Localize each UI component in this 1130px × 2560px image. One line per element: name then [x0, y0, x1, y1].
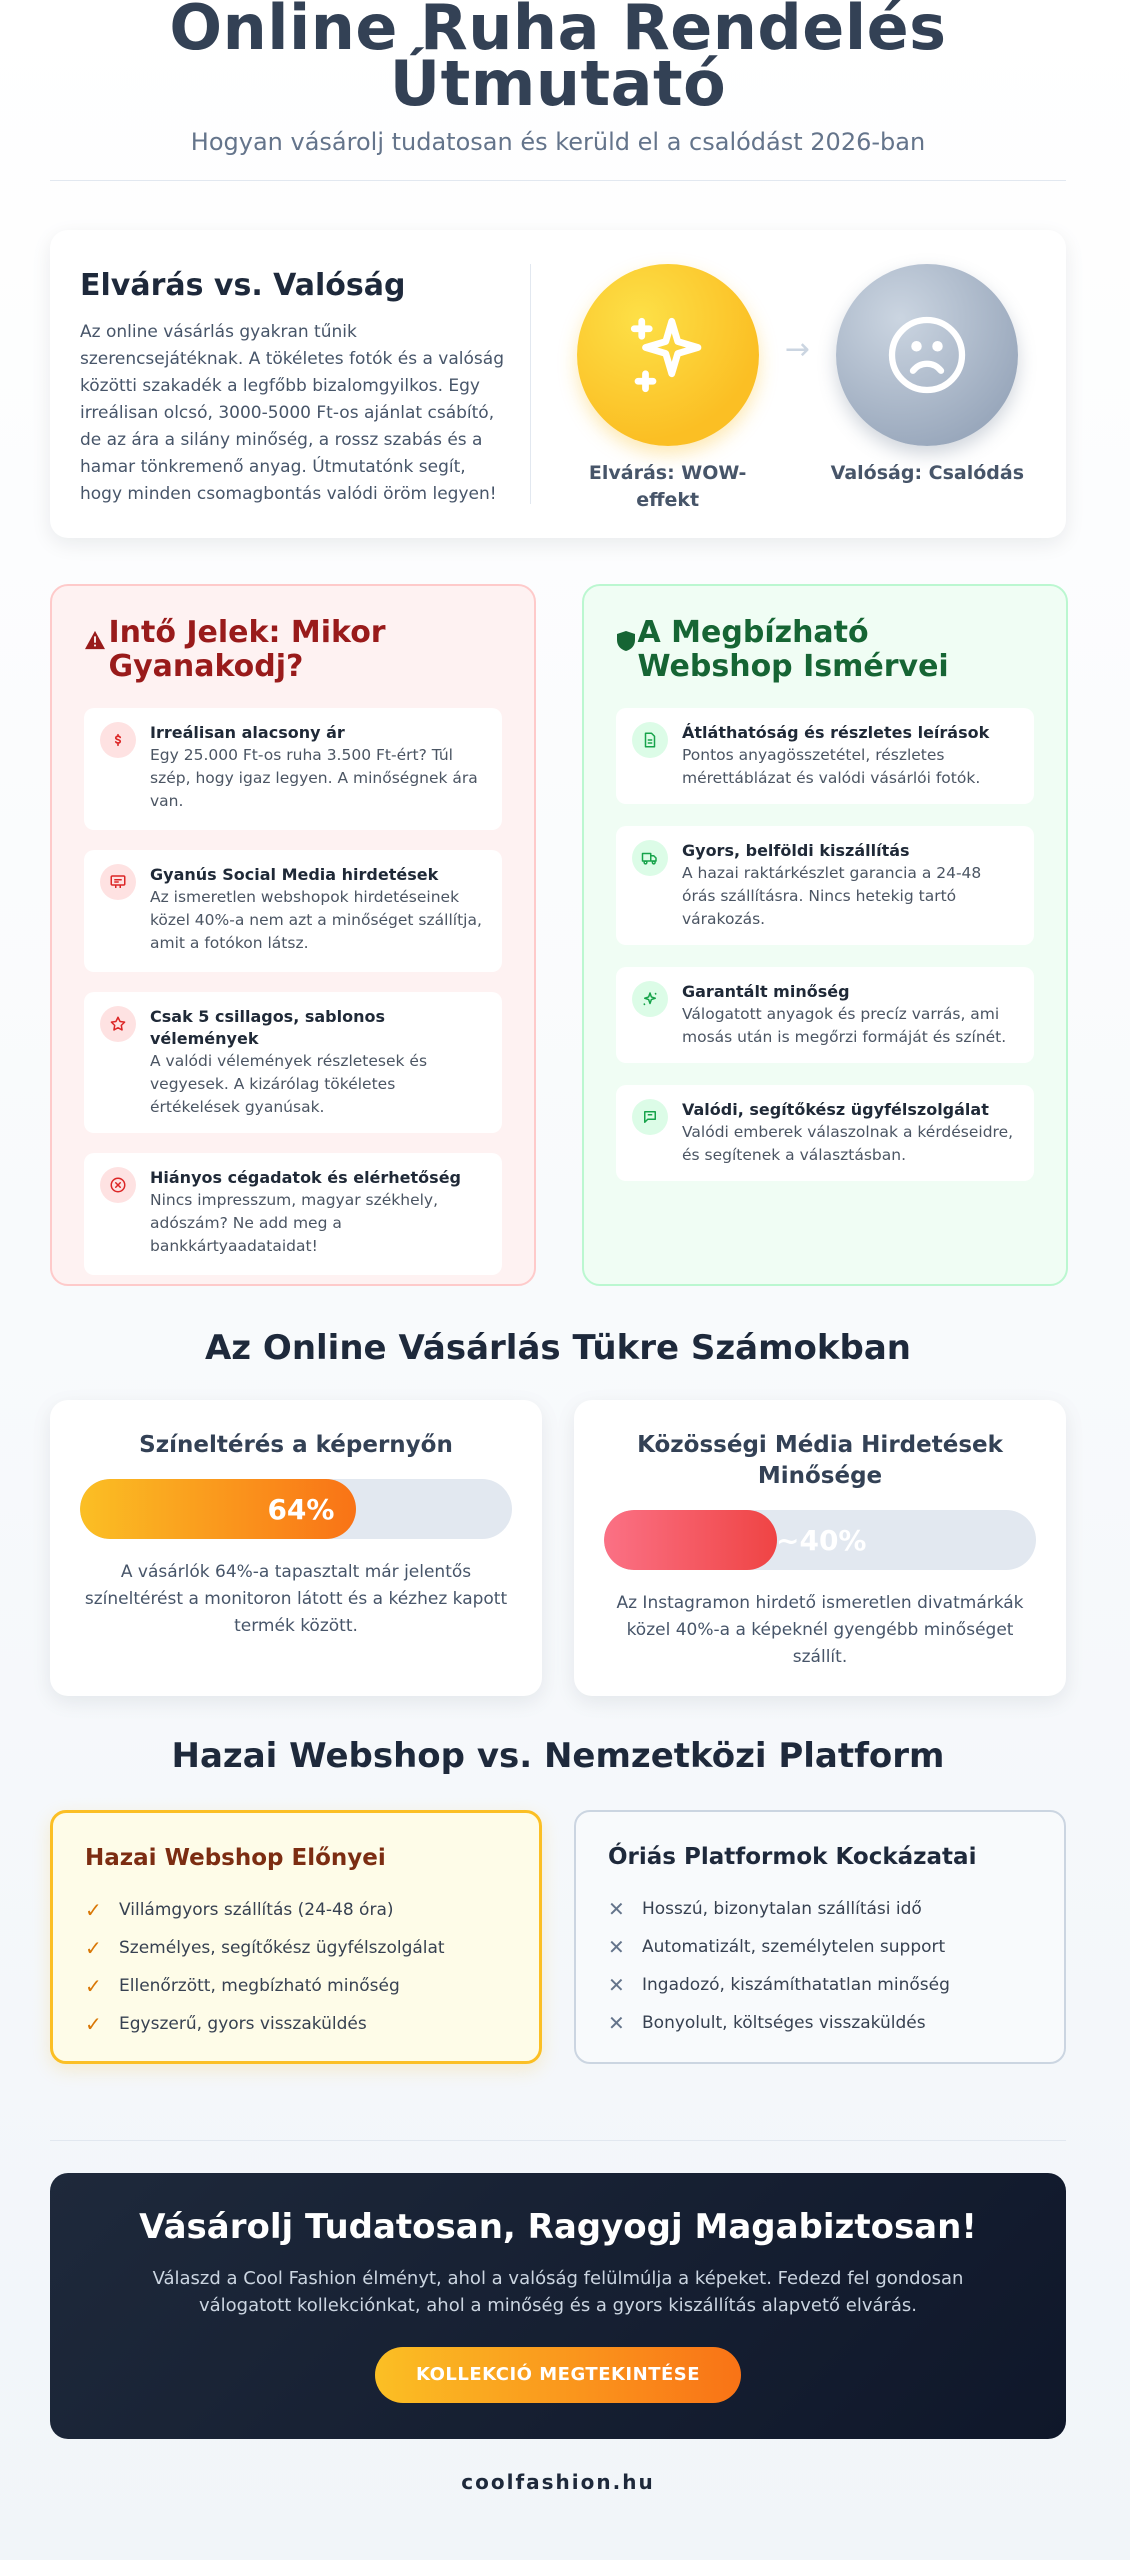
- local-list-item: [85, 1929, 507, 1967]
- cross-icon: ✕: [608, 2011, 625, 2035]
- page-subtitle: Hogyan vásárolj tudatosan és kerüld el a csalódást 2026-ban: [190, 128, 926, 156]
- stat-description: Az Instagramon hirdető ismeretlen divatmárkák közel 40%-a a képeknél gyengébb minőséget szállít.: [616, 1593, 1024, 1667]
- divider: [50, 2140, 1066, 2141]
- stat-title: Színeltérés a képernyőn: [139, 1432, 453, 1458]
- warning-item: [84, 992, 502, 1133]
- trust-item-title: Garantált minőség: [682, 982, 850, 1001]
- check-icon: ✓: [85, 1898, 102, 1922]
- progress-value: ~40%: [776, 1524, 867, 1557]
- check-icon: ✓: [85, 2012, 102, 2036]
- local-list-item: [85, 1967, 507, 2005]
- global-list-text: Ingadozó, kiszámíthatatlan minőség: [642, 1975, 950, 1995]
- sparkle-circle: [577, 264, 759, 446]
- expectation-title: Elvárás vs. Valóság: [80, 268, 406, 303]
- warning-item: [84, 850, 502, 972]
- chat-icon: [632, 1099, 668, 1135]
- sparkle-icon: [632, 981, 668, 1017]
- cta-banner: [50, 2173, 1066, 2439]
- warning-item: [84, 708, 502, 830]
- compare-title: Hazai Webshop vs. Nemzetközi Platform: [171, 1736, 945, 1776]
- warning-title: Intő Jelek: Mikor Gyanakodj?: [108, 615, 386, 684]
- warning-signs-panel: [50, 584, 536, 1286]
- cross-icon: ✕: [608, 1935, 625, 1959]
- trust-item: [616, 708, 1034, 804]
- footer-domain[interactable]: coolfashion.hu: [461, 2470, 655, 2494]
- global-list-item: [608, 1928, 1032, 1966]
- stat-card-color: [50, 1400, 542, 1696]
- warning-item-title: Gyanús Social Media hirdetések: [150, 865, 439, 884]
- global-platform-card: [574, 1810, 1066, 2064]
- global-list-item: [608, 1966, 1032, 2004]
- warning-item-title: Csak 5 csillagos, sablonos vélemények: [150, 1007, 386, 1048]
- stats-title: Az Online Vásárlás Tükre Számokban: [204, 1328, 911, 1368]
- trust-item-title: Valódi, segítőkész ügyfélszolgálat: [682, 1100, 989, 1119]
- trust-item: [616, 826, 1034, 945]
- trust-item: [616, 967, 1034, 1063]
- global-list-text: Automatizált, személytelen support: [642, 1937, 946, 1957]
- warning-item-desc: Az ismeretlen webshopok hirdetéseinek közel 40%-a nem azt a minőséget szállítja, amit a fotókon látsz.: [150, 888, 482, 952]
- trust-item-desc: Válogatott anyagok és precíz varrás, ami mosás után is megőrzi formáját és színét.: [682, 1005, 1007, 1046]
- trust-item-desc: A hazai raktárkészlet garancia a 24-48 órás szállításra. Nincs hetekig tartó várakozás.: [682, 864, 982, 928]
- warning-item-title: Hiányos cégadatok és elérhetőség: [150, 1168, 461, 1187]
- cross-icon: ✕: [608, 1897, 625, 1921]
- cta-text: Válaszd a Cool Fashion élményt, ahol a valóság felülmúlja a képeket. Fedezd fel gondosan válogatott kollekciónkat, ahol a minőség és a gyors kiszállítás alapvető elvárás.: [152, 2268, 964, 2316]
- expectation-card: [50, 230, 1066, 538]
- billboard-icon: [100, 864, 136, 900]
- arrow-right-icon: →: [784, 332, 811, 367]
- view-collection-button[interactable]: KOLLEKCIÓ MEGTEKINTÉSE: [375, 2347, 741, 2403]
- stat-title: Közösségi Média Hirdetések Minősége: [637, 1432, 1003, 1489]
- global-title: Óriás Platformok Kockázatai: [608, 1844, 977, 1870]
- title-line-2: Útmutató: [389, 47, 727, 120]
- local-list-text: Egyszerű, gyors visszaküldés: [119, 2014, 367, 2034]
- local-list-text: Személyes, segítőkész ügyfélszolgálat: [119, 1938, 445, 1958]
- cross-icon: ✕: [608, 1973, 625, 1997]
- progress-fill: [604, 1510, 777, 1570]
- check-icon: ✓: [85, 1936, 102, 1960]
- warning-item-desc: A valódi vélemények részletesek és vegyesek. A kizárólag tökéletes értékelések gyanúsak.: [150, 1052, 428, 1116]
- progress-value: 64%: [267, 1492, 335, 1526]
- local-title: Hazai Webshop Előnyei: [85, 1845, 386, 1871]
- progress-bar: [604, 1510, 1036, 1570]
- warning-item-desc: Egy 25.000 Ft-os ruha 3.500 Ft-ért? Túl szép, hogy igaz legyen. A minőségnek ára van.: [150, 746, 478, 810]
- global-list-item: [608, 1890, 1032, 1928]
- cta-title: Vásárolj Tudatosan, Ragyogj Magabiztosan!: [139, 2207, 977, 2247]
- global-list-text: Bonyolult, költséges visszaküldés: [642, 2013, 926, 2033]
- local-list-text: Ellenőrzött, megbízható minőség: [119, 1976, 400, 1996]
- star-icon: [100, 1006, 136, 1042]
- vertical-divider: [530, 264, 531, 504]
- document-icon: [632, 722, 668, 758]
- trust-item-desc: Pontos anyagösszetétel, részletes mérettáblázat és valódi vásárlói fotók.: [682, 746, 981, 787]
- page-title: [50, 0, 1066, 120]
- divider: [50, 180, 1066, 181]
- warning-item: [84, 1153, 502, 1275]
- local-list-item: [85, 2005, 507, 2043]
- warning-item-title: Irreálisan alacsony ár: [150, 723, 345, 742]
- dollar-icon: [100, 722, 136, 758]
- expectation-label: Elvárás: WOW-effekt: [588, 462, 747, 511]
- x-circle-icon: [100, 1167, 136, 1203]
- sad-face-icon: [885, 313, 969, 397]
- trust-item-title: Gyors, belföldi kiszállítás: [682, 841, 910, 860]
- shield-icon: [616, 630, 638, 656]
- expectation-body: Az online vásárlás gyakran tűnik szerencsejátéknak. A tökéletes fotók és a valóság közötti szakadék a legfőbb bizalomgyilkos. Egy irreálisan olcsó, 3000-5000 Ft-os ajánlat csábító, de az ára a silány minőség, a rossz szabás és a hamar tönkremenő anyag. Útmutatónk segít, hogy minden csomagbontás valódi öröm legyen!: [80, 322, 504, 504]
- trust-item: [616, 1085, 1034, 1181]
- global-list-text: Hosszú, bizonytalan szállítási idő: [642, 1899, 922, 1919]
- stat-description: A vásárlók 64%-a tapasztalt már jelentős színeltérést a monitoron látott és a kézhez kapott termék között.: [84, 1562, 508, 1636]
- check-icon: ✓: [85, 1974, 102, 1998]
- page-header: [50, 0, 1066, 156]
- progress-bar: [80, 1479, 512, 1539]
- warning-triangle-icon: [84, 630, 108, 654]
- progress-fill: [80, 1479, 356, 1539]
- title-line-1: Online Ruha Rendelés: [169, 0, 947, 64]
- sparkle-icon: [623, 310, 713, 400]
- trust-title: A Megbízható Webshop Ismérvei: [637, 615, 949, 684]
- local-list-item: [85, 1891, 507, 1929]
- reality-label: Valóság: Csalódás: [830, 462, 1025, 484]
- global-list-item: [608, 2004, 1032, 2042]
- warning-item-desc: Nincs impresszum, magyar székhely, adószám? Ne add meg a bankkártyaadataidat!: [150, 1191, 439, 1255]
- sad-face-circle: [836, 264, 1018, 446]
- local-list-text: Villámgyors szállítás (24-48 óra): [119, 1900, 394, 1920]
- trust-signs-panel: [582, 584, 1068, 1286]
- local-webshop-card: [50, 1810, 542, 2064]
- truck-icon: [632, 840, 668, 876]
- stat-card-social: [574, 1400, 1066, 1696]
- trust-item-title: Átláthatóság és részletes leírások: [682, 723, 990, 742]
- trust-item-desc: Valódi emberek válaszolnak a kérdéseidre, és segítenek a választásban.: [682, 1123, 1014, 1164]
